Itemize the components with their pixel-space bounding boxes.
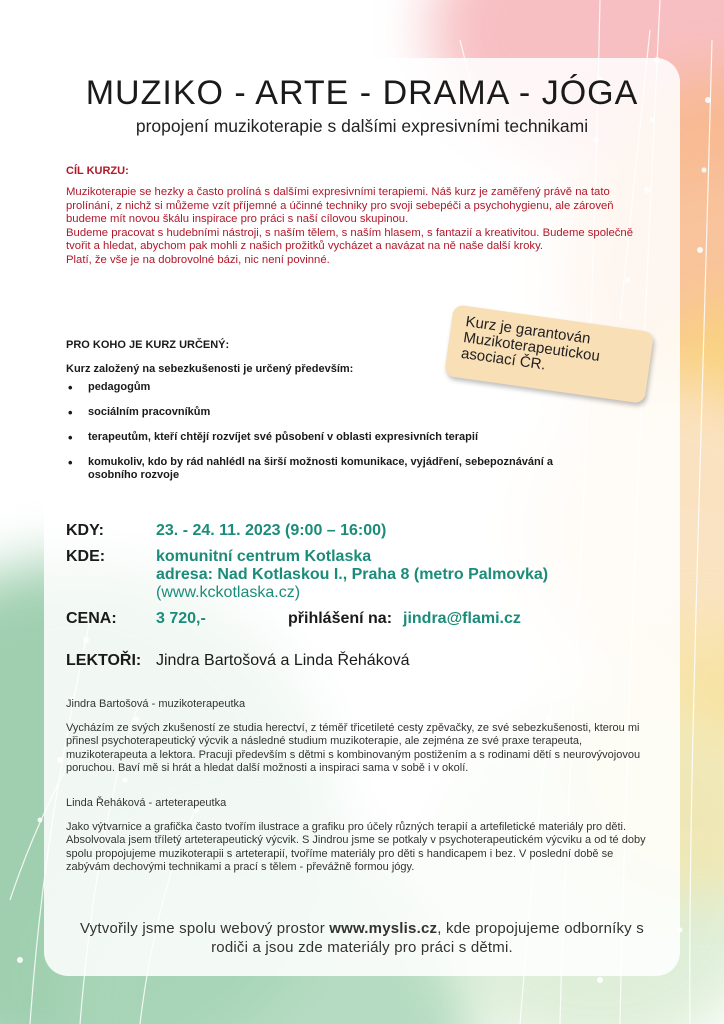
audience-lead: Kurz založený na sebezkušenosti je určený především:	[66, 363, 354, 375]
audience-heading: PRO KOHO JE KURZ URČENÝ:	[66, 339, 230, 351]
lecturers-label: LEKTOŘI:	[66, 652, 142, 669]
goal-paragraph: Muzikoterapie se hezky a často prolíná s dalšími expresivními terapiemi. Náš kurz je zaměřený právě na tato prolínání, z nichž si můžeme vzít příjemné a účinné techniky pro svoji sebepéči a psychohygienu, ale zároveň budeme mít novou škálu inspirace pro práci s naší cílovou skupinou.	[66, 186, 614, 226]
bio-name: Jindra Bartošová - muzikoterapeutka	[66, 698, 246, 710]
list-item: • terapeutům, kteří chtějí rozvíjet své působení v oblasti expresivních terapií	[66, 431, 586, 444]
when-label: KDY:	[66, 522, 104, 539]
address-value: adresa: Nad Kotlaskou I., Praha 8 (metro Palmovka)	[156, 566, 549, 583]
footer-website-link[interactable]: www.myslis.cz	[329, 920, 438, 937]
footer-text-start: Vytvořily jsme spolu webový prostor	[80, 920, 330, 937]
when-value: 23. - 24. 11. 2023 (9:00 – 16:00)	[156, 522, 387, 539]
registration-email-link[interactable]: jindra@flami.cz	[403, 610, 521, 627]
goal-paragraph: Budeme pracovat s hudebními nástroji, s naším tělem, s naším hlasem, s fantazií a kreativitou. Budeme společně tvořit a hledat, abychom pak mohli z našich prožitků vycházet a navázat na ně naše další kroky.	[66, 226, 634, 253]
where-value: komunitní centrum Kotlaska	[156, 548, 372, 565]
goal-heading: CÍL KURZU:	[66, 165, 129, 177]
lecturers-names: Jindra Bartošová a Linda Řeháková	[156, 652, 410, 669]
page-subtitle: propojení muzikoterapie s dalšími expresivními technikami	[135, 116, 589, 136]
bio-text: Jako výtvarnice a grafička často tvořím ilustrace a grafiku pro účely různých terapií a artefiletické materiály pro děti. Absolvovala jsem tříletý arteterapeutický výcvik. S Jindrou jsme se potkaly v psychoterapeutickém výcviku a od té doby spolu propojujeme muzikoterapii s arteterapií, tvoříme materiály pro děti s handicapem i bez. V poslední době se zabývám dechovými technikami a prací s tělem - převážně formou jógy.	[66, 821, 646, 873]
list-item: • komukoliv, kdo by rád nahlédl na širší možnosti komunikace, vyjádření, sebepoznávání a osobního rozvoje	[66, 456, 586, 482]
where-label: KDE:	[66, 548, 106, 565]
bio-name: Linda Řeháková - arteterapeutka	[66, 797, 227, 809]
venue-website-link[interactable]: (www.kckotlaska.cz)	[156, 584, 301, 601]
audience-list	[66, 381, 586, 494]
list-item: • sociálním pracovníkům	[66, 406, 586, 419]
footer-text-end: , kde propojujeme odborníky s rodiči a jsou zde materiály pro práci s dětmi.	[211, 920, 644, 956]
registration-label: přihlášení na:	[288, 610, 393, 627]
footer-text	[66, 919, 658, 957]
goal-paragraph: Platí, že vše je na dobrovolné bázi, nic není povinné.	[66, 253, 330, 266]
price-label: CENA:	[66, 610, 117, 627]
goal-text	[66, 186, 656, 268]
page-title: MUZIKO - ARTE - DRAMA - JÓGA	[85, 74, 639, 112]
bio-text: Vycházím ze svých zkušeností ze studia herectví, z téměř třicetileté cesty zpěvačky, ze své sebezkušenosti, kterou mi přinesl psychoterapeutický výcvik a následné studium muzikoterapie, ale zejména ze své praxe terapeuta, muzikoterapeuta a lektora. Pracuji především s dětmi s kombinovaným postižením a s rodinami dětí s neurovývojovou poruchou. Baví mě si hrát a hledat další možnosti a inspiraci sama v sobě i v okolí.	[66, 722, 641, 774]
price-value: 3 720,-	[156, 610, 206, 627]
list-item: • pedagogům	[66, 381, 586, 394]
guarantee-note-text: Kurz je garantován Muzikoterapeutickou asociací ČR.	[460, 313, 601, 374]
